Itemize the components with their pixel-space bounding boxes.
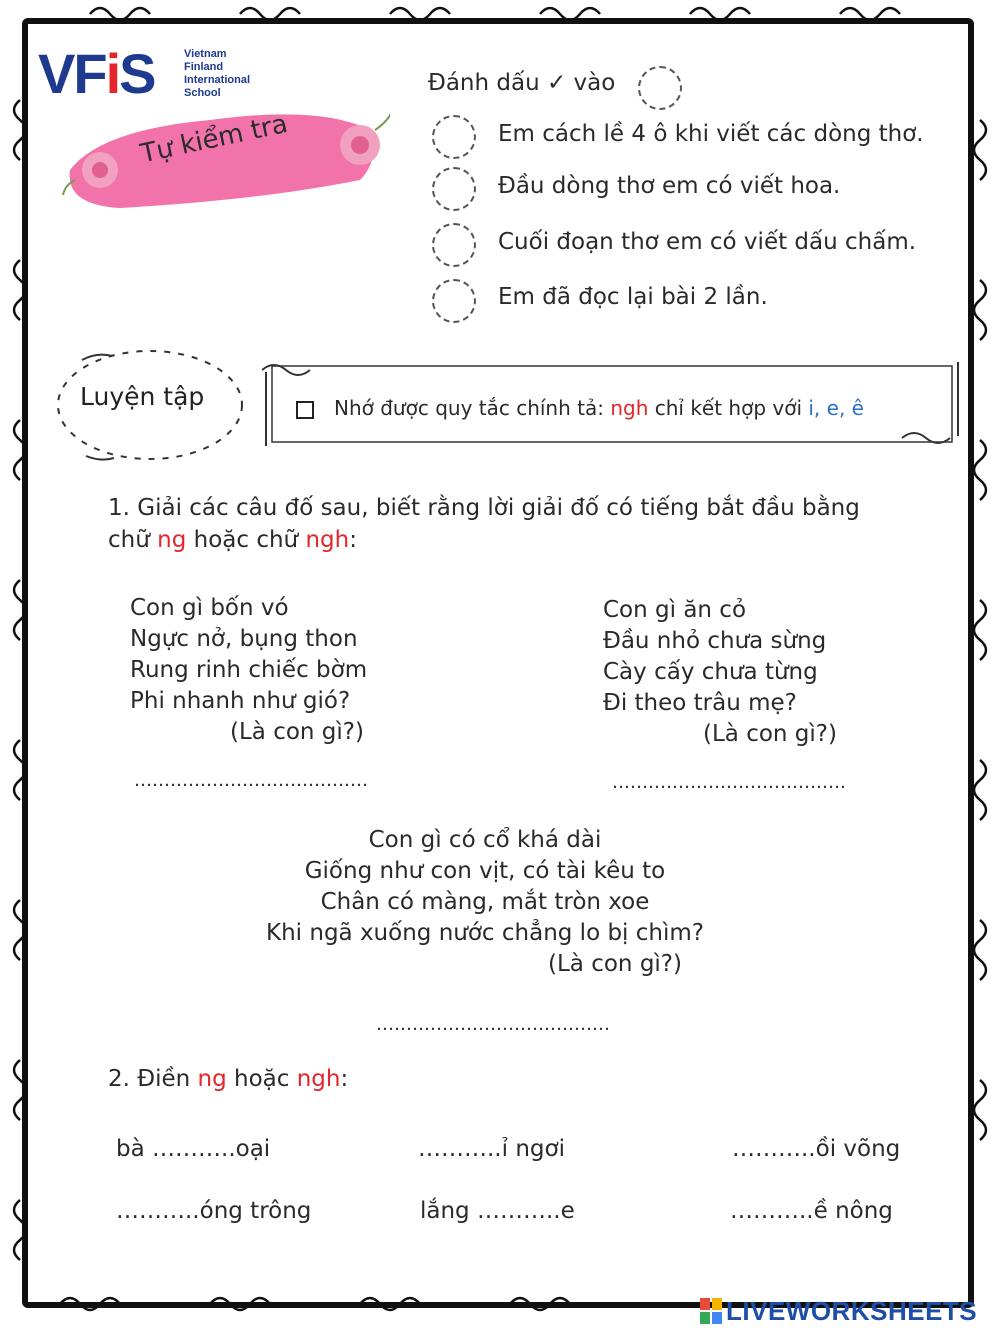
riddle-1-hint: (Là con gì?) [230,719,364,745]
question-1-prompt: 1. Giải các câu đố sau, biết rằng lời giải đố có tiếng bắt đầu bằng chữ ng hoặc chữ ngh: [108,495,860,553]
top-border-ornament [0,0,1000,40]
checklist-item-2: Đầu dòng thơ em có viết hoa. [498,173,841,199]
fill-item-4[interactable]: ………..óng trông [116,1198,312,1224]
sample-circle-icon [638,66,682,110]
question-2-prompt: 2. Điền ng hoặc ngh: [108,1066,349,1092]
riddle-2-hint: (Là con gì?) [703,721,837,747]
liveworksheets-brand: LIVEWORKSHEETS [726,1296,978,1326]
right-border-ornament [960,0,1000,1332]
checklist-item-3: Cuối đoạn thơ em có viết dấu chấm. [498,229,917,255]
riddle-3-answer-blank[interactable]: ………………………………… [376,1014,610,1035]
pink-banner [60,100,390,210]
checklist-item-1: Em cách lề 4 ô khi viết các dòng thơ. [498,121,924,147]
school-name: Vietnam Finland International School [184,48,251,99]
riddle-3: Con gì có cổ khá dài Giống như con vịt, có tài kêu to Chân có màng, mắt tròn xoe Khi ngã xuống nước chẳng lo bị chìm? (Là con gì?) [220,825,750,980]
checklist-item-4: Em đã đọc lại bài 2 lần. [498,284,768,310]
riddle-1-answer-blank[interactable]: ………………………………… [134,770,368,791]
fill-item-1[interactable]: bà ………..oại [116,1136,271,1162]
fill-item-6[interactable]: ………..ề nông [730,1198,893,1224]
riddle-3-hint: (Là con gì?) [548,951,682,977]
practice-title: Luyện tập [80,382,205,411]
riddle-2: Con gì ăn cỏ Đầu nhỏ chưa sừng Cày cấy chưa từng Đi theo trâu mẹ? (Là con gì?) [603,595,837,750]
spelling-rule: Nhớ được quy tắc chính tả: ngh chỉ kết hợp với i, e, ê [334,396,864,420]
rule-checkbox[interactable] [296,401,314,419]
liveworksheets-logo-icon [700,1298,722,1324]
check-circle-3[interactable] [432,223,476,267]
check-circle-1[interactable] [432,115,476,159]
fill-item-5[interactable]: lắng ………..e [420,1198,575,1224]
checklist-title: Đánh dấu ✓ vào [428,70,616,96]
fill-item-2[interactable]: ………..ỉ ngơi [418,1136,565,1162]
riddle-2-answer-blank[interactable]: ………………………………… [612,772,846,793]
fill-item-3[interactable]: ………..ồi võng [732,1136,901,1162]
riddle-1: Con gì bốn vó Ngực nở, bụng thon Rung rinh chiếc bờm Phi nhanh như gió? (Là con gì?) [130,593,367,748]
check-circle-2[interactable] [432,167,476,211]
left-border-ornament [0,0,40,1332]
school-logo: VFiS [38,42,155,105]
check-circle-4[interactable] [432,279,476,323]
banner-title: Tự kiểm tra [138,108,291,170]
